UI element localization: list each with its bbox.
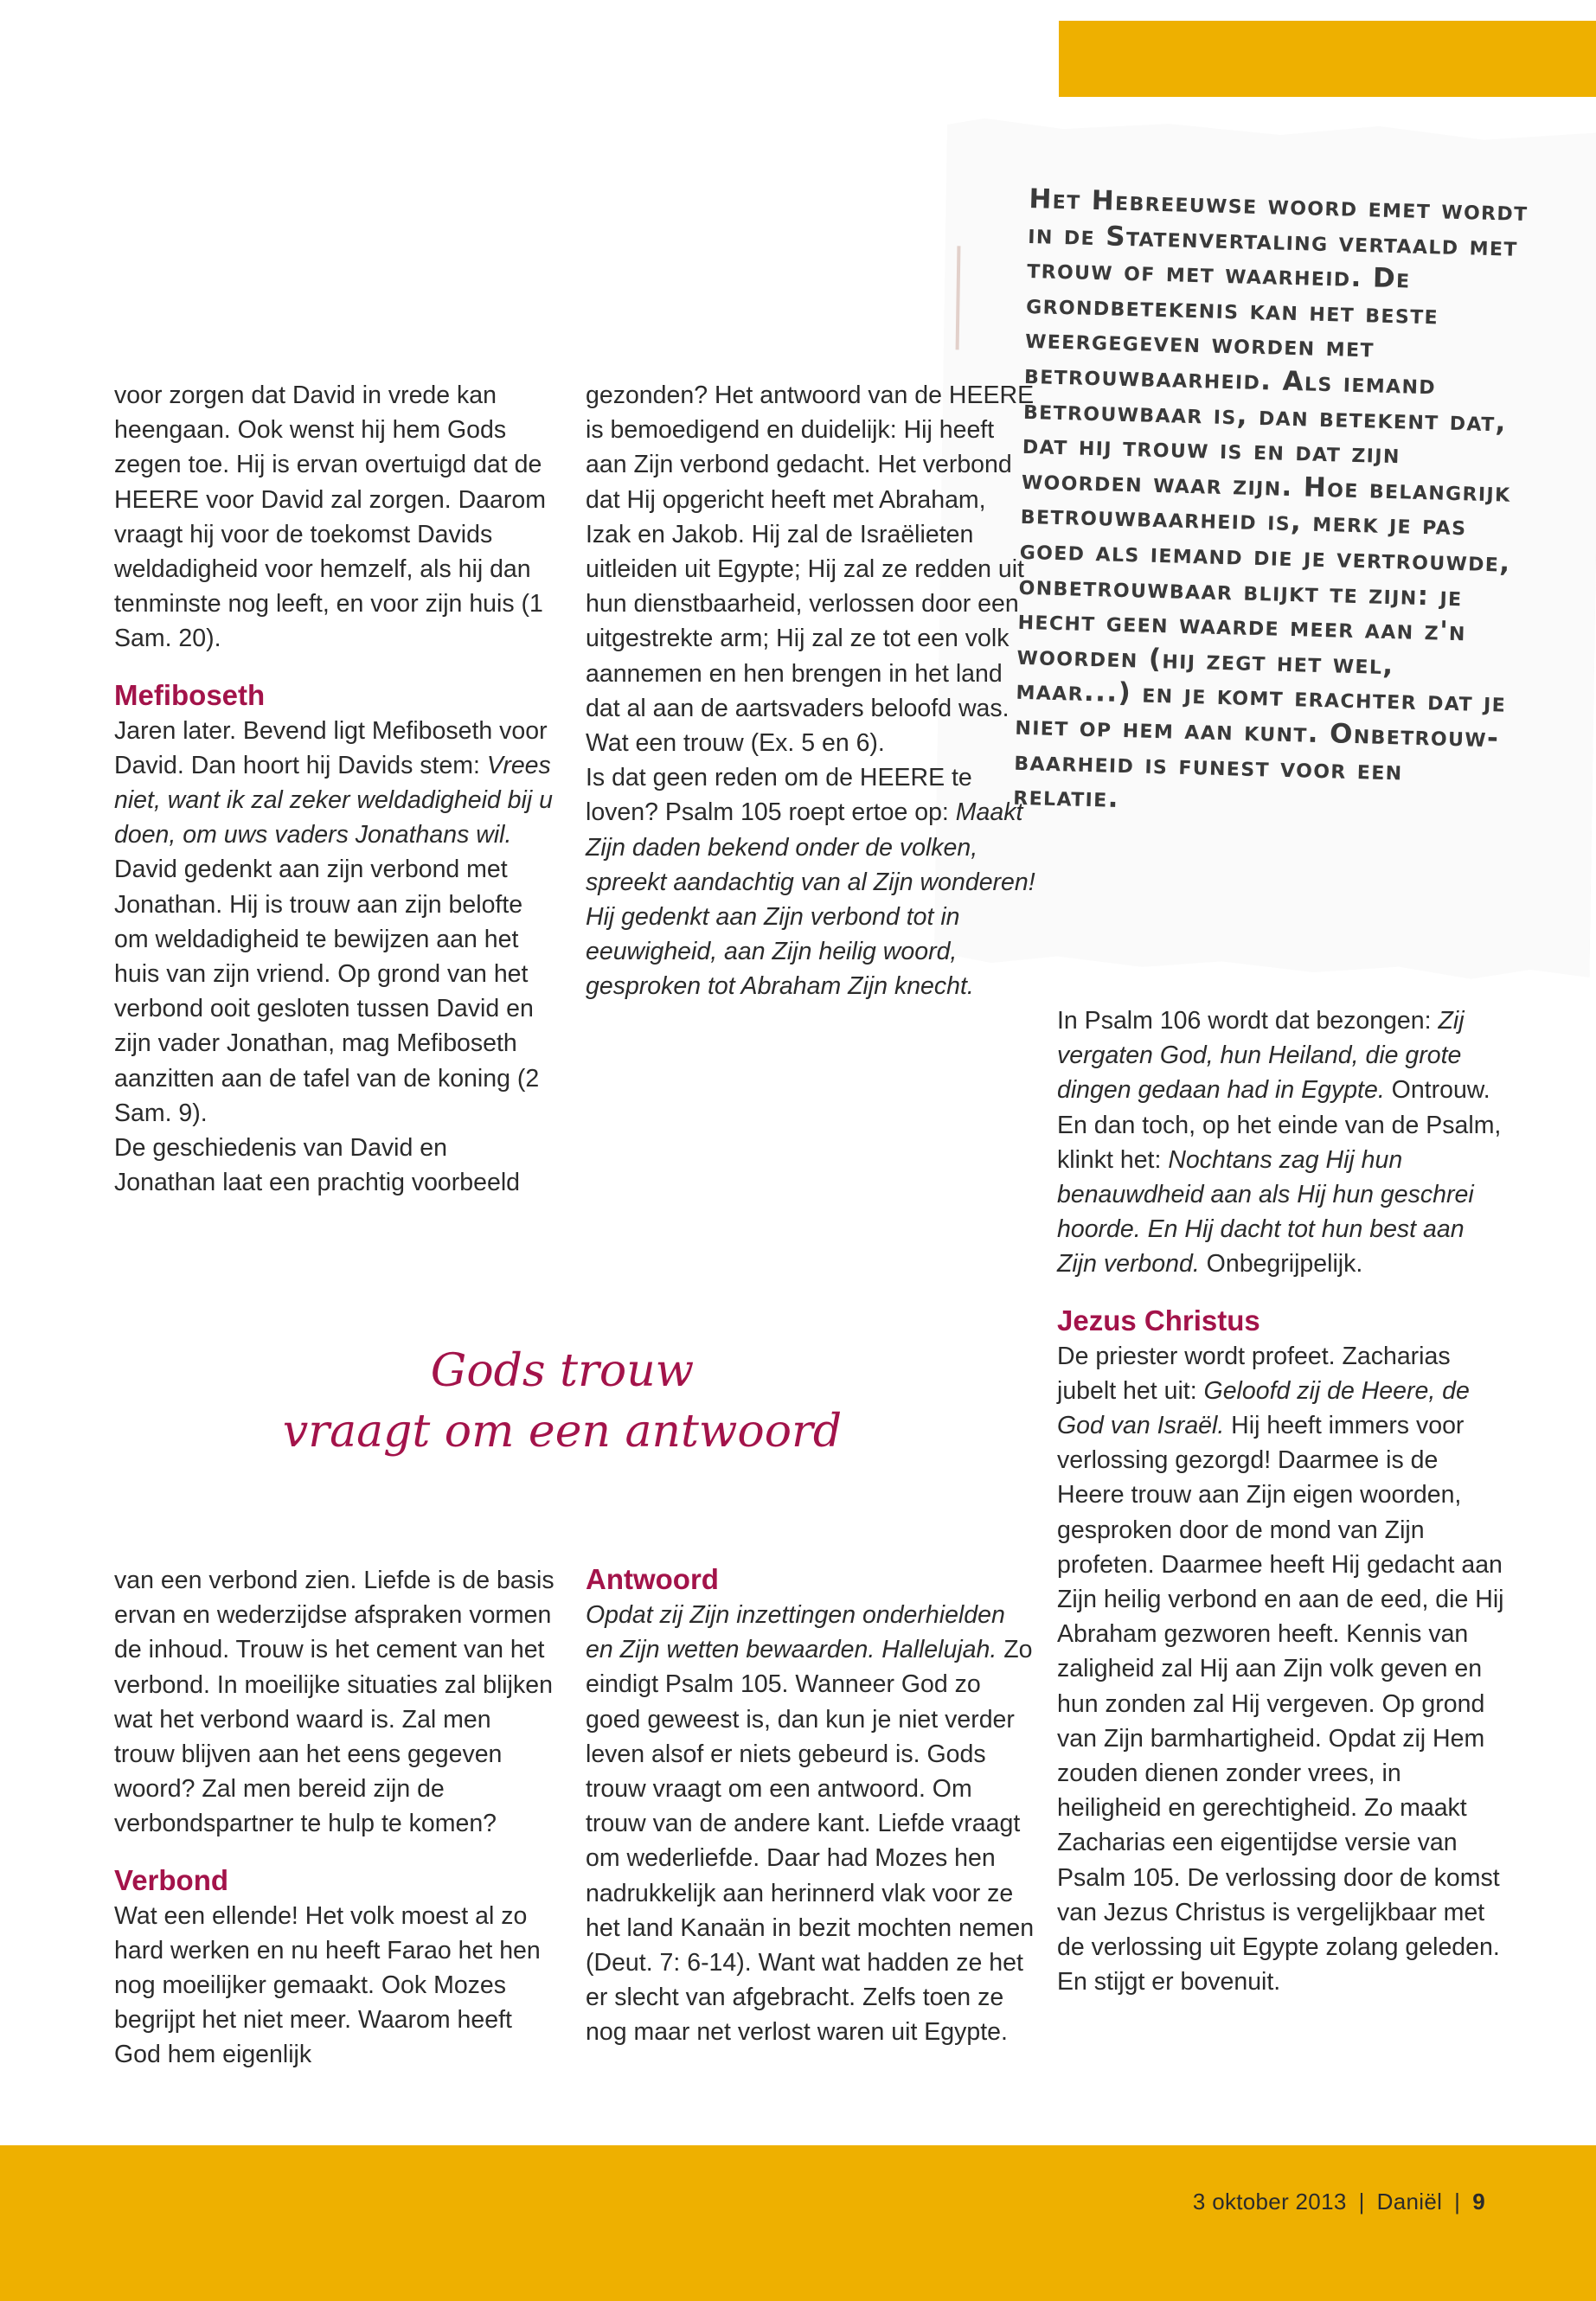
note-text: Het Hebreeuwse woord emet wordt in de Statenvertaling vertaald met trouw of met waarheid. De grondbetekenis kan het beste weergegeven worden met betrouwbaarheid. Als iemand betrouwbaar is, dan betekent dat, dat hij trouw is en dat zijn woorden waar zijn. Hoe belangrijk betrouwbaarheid is, merk je pas goed als iemand die je vertrouwde, onbetrouwbaar blijkt te zijn: je hecht geen waarde meer aan z'n woorden (hij zegt het wel, maar...) en je komt erachter dat je niet op hem aan kunt. Onbetrouwbaarheid is funest voor een relatie. bbox=[1012, 183, 1529, 815]
column-3-paragraph-1: In Psalm 106 wordt dat bezongen: Zij vergaten God, hun Heiland, die grote dingen gedaan had in Egypte. Ontrouw. En dan toch, op het einde van de Psalm, klinkt het: Nochtans zag Hij hun benauwdheid aan als Hij hun geschrei hoorde. En Hij dacht tot hun best aan Zijn verbond. Onbegrijpelijk. bbox=[1057, 1007, 1502, 1279]
column-2-bottom-paragraph: Opdat zij Zijn inzettingen onderhielden en Zijn wetten bewaarden. Hallelujah. Zo eindigt Psalm 105. Wanneer God zo goed geweest is, dan kun je niet verder leven alsof er niets gebeurd is. Gods trouw vraagt om een antwoord. Om trouw van de andere kant. Liefde vraagt om wederliefde. Daar had Mozes hen nadrukkelijk aan herinnerd vlak voor ze het land Kanaän in bezit mochten nemen (Deut. 7: 6-14). Want wat hadden ze het er slecht van afgebracht. Zelfs toen ze nog maar net verlost waren uit Egypte. bbox=[586, 1601, 1035, 2047]
heading-verbond: Verbond bbox=[114, 1863, 229, 1896]
column-1-bottom-paragraph-2: Wat een ellende! Het volk moest al zo hard werken en nu heeft Farao het hen nog moeilijker gemaakt. Ook Mozes begrijpt het niet meer. Waarom heeft God hem eigenlijk bbox=[114, 1901, 541, 2069]
footer-separator-2: | bbox=[1454, 2189, 1461, 2214]
pull-quote bbox=[260, 1341, 865, 1462]
pull-quote-line-2: vraagt om een antwoord bbox=[282, 1406, 843, 1458]
header-accent-bar bbox=[1059, 21, 1596, 97]
column-1-paragraph-2: Jaren later. Bevend ligt Mefiboseth voor David. Dan hoort hij Davids stem: Vrees niet, want ik zal zeker weldadigheid bij u doen, om uws vaders Jonathans wil. David gedenkt aan zijn verbond met Jonathan. Hij is trouw aan zijn belofte om weldadigheid te bewijzen aan het huis van zijn vriend. Op grond van het verbond ooit gesloten tussen David en zijn vader Jonathan, mag Mefiboseth aanzitten aan de tafel van de koning (2 Sam. 9). bbox=[114, 716, 553, 1127]
heading-antwoord: Antwoord bbox=[586, 1563, 719, 1595]
torn-edge-mark bbox=[956, 246, 961, 349]
footer-accent-bar bbox=[0, 2145, 1596, 2301]
footer-separator-1: | bbox=[1358, 2189, 1365, 2214]
footer-page-number: 9 bbox=[1472, 2189, 1485, 2214]
column-1-paragraph-1: voor zorgen dat David in vrede kan heengaan. Ook wenst hij hem Gods zegen toe. Hij is ervan overtuigd dat de HEERE voor David zal zorgen. Daarom vraagt hij voor de toekomst Davids weldadigheid voor hemzelf, als hij dan tenminste nog leeft, en voor zijn huis (1 Sam. 20). bbox=[114, 381, 546, 653]
column-3-paragraph-2: De priester wordt profeet. Zacharias jubelt het uit: Geloofd zij de Heere, de God van Israël. Hij heeft immers voor verlossing gezorgd! Daarmee is de Heere trouw aan Zijn eigen woorden, gesproken door de mond van Zijn profeten. Daarmee heeft Hij gedacht aan Zijn heilig verbond en aan de eed, die Hij Abraham gezworen heeft. Kennis van zaligheid zal Hij aan Zijn volk geven en hun zonden zal Hij vergeven. Op grond van Zijn barmhartigheid. Opdat zij Hem zouden dienen zonder vrees, in heiligheid en gerechtigheid. Zo maakt Zacharias een eigentijdse versie van Psalm 105. De verlossing door de komst van Jezus Christus is vergelijkbaar met de verlossing uit Egypte zolang geleden. En stijgt er bovenuit. bbox=[1057, 1342, 1504, 1997]
heading-jezus-christus: Jezus Christus bbox=[1057, 1304, 1260, 1336]
pull-quote-line-1: Gods trouw bbox=[430, 1345, 695, 1397]
column-2-top bbox=[586, 378, 1035, 1004]
column-2-bottom bbox=[586, 1561, 1035, 2050]
column-1-bottom bbox=[114, 1563, 555, 2073]
column-2-paragraph-2: Is dat geen reden om de HEERE te loven? Psalm 105 roept ertoe op: Maakt Zijn daden bekend onder de volken, spreekt aandachtig van al Zijn wonderen! Hij gedenkt aan Zijn verbond tot in eeuwigheid, aan Zijn heilig woord, gesproken tot Abraham Zijn knecht. bbox=[586, 764, 1035, 1001]
quote-psalm-105: Maakt Zijn daden bekend onder de volken, spreekt aandachtig van al Zijn wonderen! Hij gedenkt aan Zijn verbond tot in eeuwigheid, aan Zijn heilig woord, gesproken tot Abraham Zijn knecht. bbox=[586, 798, 1035, 1001]
column-1-bottom-paragraph-1: van een verbond zien. Liefde is de basis ervan en wederzijdse afspraken vormen de inhoud. Trouw is het cement van het verbond. In moeilijke situaties zal blijken wat het verbond waard is. Zal men trouw blijven aan het eens gegeven woord? Zal men bereid zijn de verbondspartner te hulp te komen? bbox=[114, 1567, 554, 1838]
page-footer bbox=[1193, 2189, 1485, 2215]
footer-magazine-name: Daniël bbox=[1376, 2189, 1443, 2214]
column-1-top bbox=[114, 378, 555, 1200]
column-3 bbox=[1057, 1003, 1507, 1999]
column-2-paragraph-1: gezonden? Het antwoord van de HEERE is bemoedigend en duidelijk: Hij heeft aan Zijn verbond gedacht. Het verbond dat Hij opgericht heeft met Abraham, Izak en Jakob. Hij zal de Israëlieten uitleiden uit Egypte; Hij zal ze redden uit hun dienstbaarheid, verlossen door een uitgestrekte arm; Hij zal ze tot een volk aannemen en hen brengen in het land dat al aan de aartsvaders beloofd was. Wat een trouw (Ex. 5 en 6). bbox=[586, 381, 1035, 758]
column-1-paragraph-3: De geschiedenis van David en Jonathan laat een prachtig voorbeeld bbox=[114, 1134, 521, 1197]
quote-vrees-niet: Vrees niet, want ik zal zeker weldadigheid bij u doen, om uws vaders Jonathans wil. bbox=[114, 751, 553, 849]
quote-inzettingen: Opdat zij Zijn inzettingen onderhielden en Zijn wetten bewaarden. Hallelujah. bbox=[586, 1601, 1005, 1664]
footer-date: 3 oktober 2013 bbox=[1192, 2189, 1347, 2214]
heading-mefiboseth: Mefiboseth bbox=[114, 678, 266, 711]
